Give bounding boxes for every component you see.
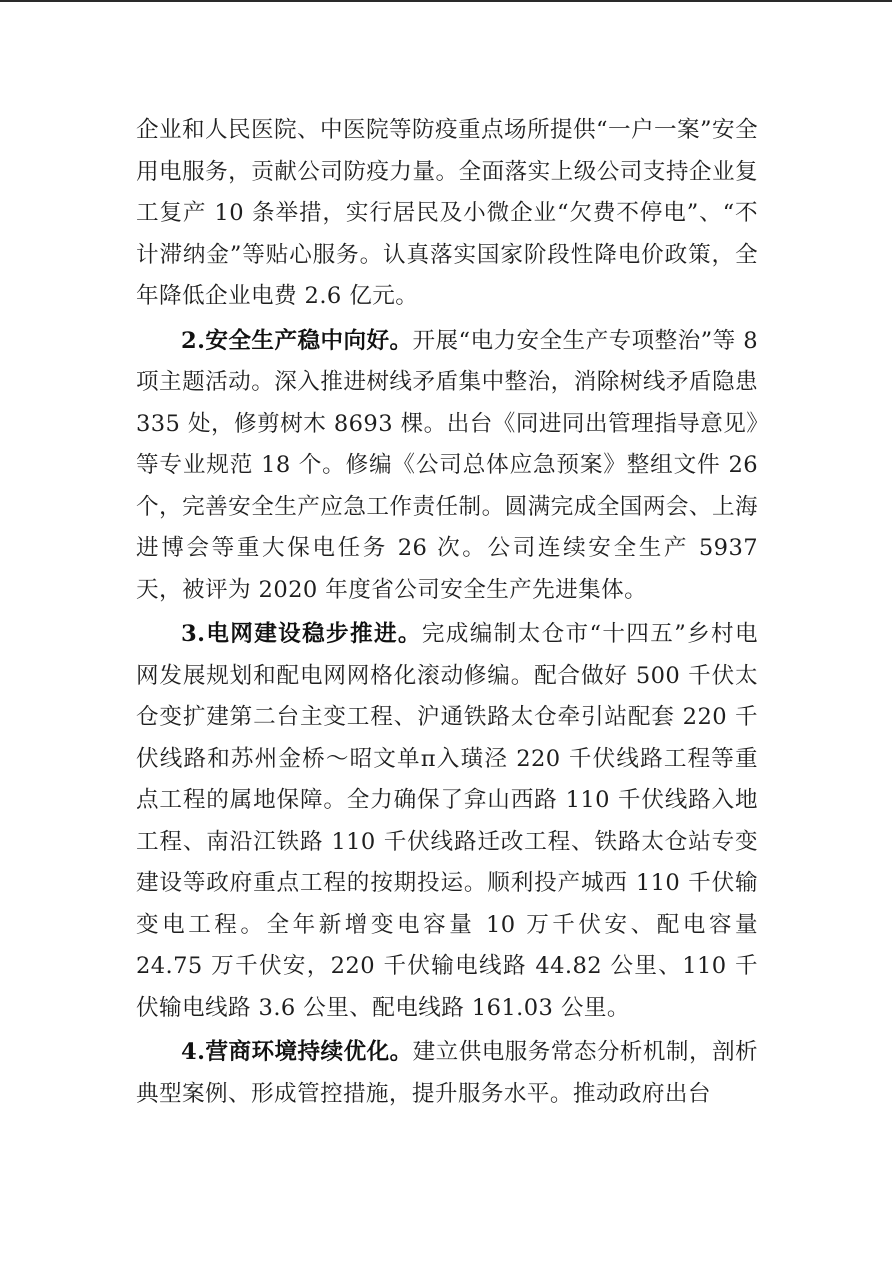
paragraph-1-text: 企业和人民医院、中医院等防疫重点场所提供“一户一案”安全用电服务，贡献公司防疫力量。全面落实上级公司支持企业复工复产 10 条举措，实行居民及小微企业“欠费不停电”、“不计滞纳金”等贴心服务。认真落实国家阶段性降电价政策，全年降低企业电费 2.6 亿元。 bbox=[136, 117, 758, 309]
paragraph-business-heading: 4.营商环境持续优化。 bbox=[181, 1039, 413, 1065]
document-page bbox=[136, 110, 758, 1115]
paragraph-safety-text: 开展“电力安全生产专项整治”等 8 项主题活动。深入推进树线矛盾集中整治，消除树线矛盾隐患 335 处，修剪树木 8693 棵。出台《同进同出管理指导意见》等专业规范 18 个。修编《公司总体应急预案》整组文件 26 个，完善安全生产应急工作责任制。圆满完成全国两会、上海进博会等重大保电任务 26 次。公司连续安全生产 5937 天，被评为 2020 年度省公司安全生产先进集体。 bbox=[136, 327, 758, 603]
paragraph-grid-text: 完成编制太仓市“十四五”乡村电网发展规划和配电网网格化滚动修编。配合做好 500 千伏太仓变扩建第二台主变工程、沪通铁路太仓牵引站配套 220 千伏线路和苏州金桥～昭文单π入璜泾 220 千伏线路工程等重点工程的属地保障。全力确保了弇山西路 110 千伏线路入地工程、南沿江铁路 110 千伏线路迁改工程、铁路太仓站专变建设等政府重点工程的按期投运。顺利投产城西 110 千伏输变电工程。全年新增变电容量 10 万千伏安、配电容量 24.75 万千伏安，220 千伏输电线路 44.82 公里、110 千伏输电线路 3.6 公里、配电线路 161.03 公里。 bbox=[136, 621, 758, 1021]
paragraph-safety bbox=[136, 321, 758, 612]
page-top-edge bbox=[0, 0, 892, 2]
paragraph-1 bbox=[136, 110, 758, 318]
paragraph-grid bbox=[136, 614, 758, 1029]
paragraph-safety-heading: 2.安全生产稳中向好。 bbox=[181, 327, 413, 354]
paragraph-grid-heading: 3.电网建设稳步推进。 bbox=[181, 621, 422, 647]
paragraph-business-text: 建立供电服务常态分析机制，剖析典型案例、形成管控措施，提升服务水平。推动政府出台 bbox=[136, 1039, 758, 1107]
paragraph-business bbox=[136, 1032, 758, 1115]
